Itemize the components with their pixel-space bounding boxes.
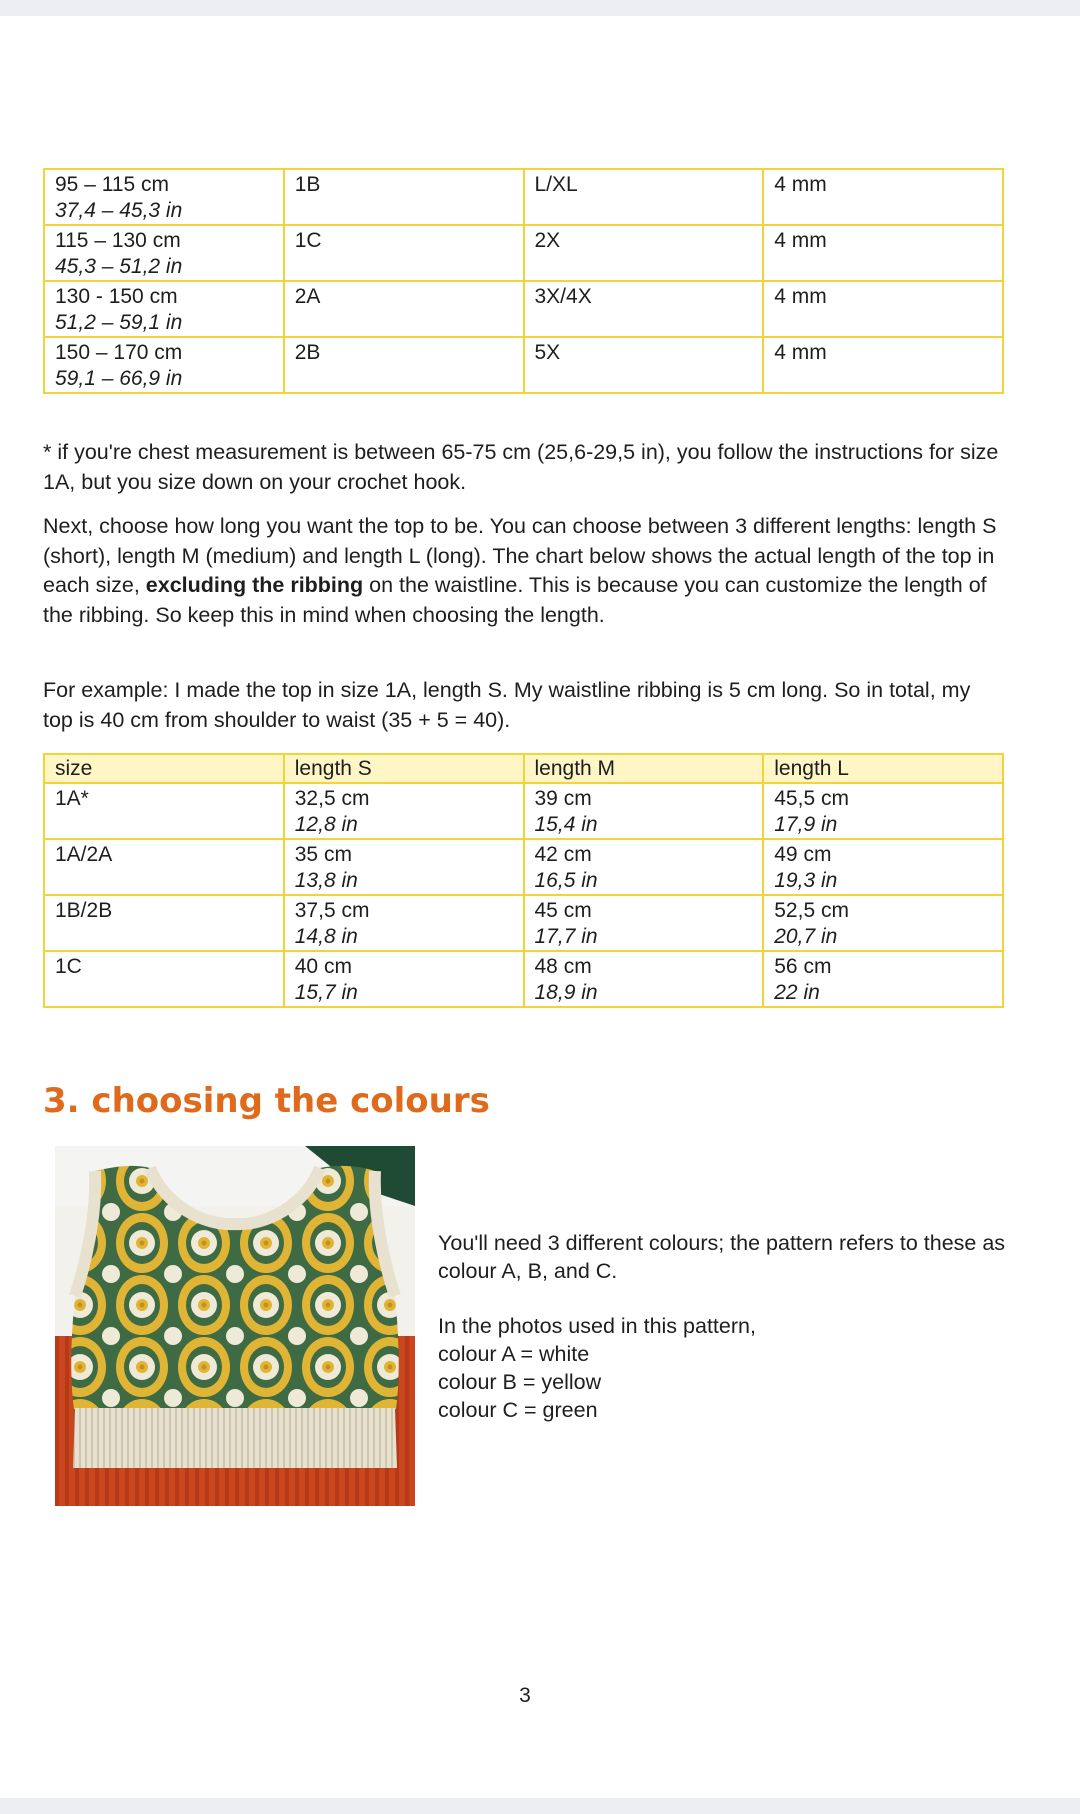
column-header-size: size: [44, 754, 284, 783]
chest-measurement-cell: 150 – 170 cm 59,1 – 66,9 in: [44, 337, 284, 393]
bottom-bar: [0, 1798, 1080, 1814]
size-label-cell: L/XL: [524, 169, 764, 225]
chest-measurement-cell: 95 – 115 cm 37,4 – 45,3 in: [44, 169, 284, 225]
column-header-length-s: length S: [284, 754, 524, 783]
size-label-cell: 2X: [524, 225, 764, 281]
table-row: [44, 951, 1003, 1007]
top-bar: [0, 0, 1080, 16]
size-cell: 1C: [44, 951, 284, 1007]
size-label-cell: 5X: [524, 337, 764, 393]
chest-measurement-cell: 130 - 150 cm 51,2 – 59,1 in: [44, 281, 284, 337]
table-row: [44, 169, 1003, 225]
size-cell: 2A: [284, 281, 524, 337]
vest-illustration: [55, 1146, 415, 1506]
length-intro-paragraph: [43, 512, 1003, 630]
colour-b-line: colour B = yellow: [438, 1370, 602, 1394]
table-row: [44, 225, 1003, 281]
table-row: [44, 337, 1003, 393]
size-label-cell: 3X/4X: [524, 281, 764, 337]
hook-size-cell: 4 mm: [763, 169, 1003, 225]
size-cell: 1C: [284, 225, 524, 281]
colour-c-line: colour C = green: [438, 1398, 598, 1422]
length-m-cell: 48 cm 18,9 in: [524, 951, 764, 1007]
chest-measurement-cell: 115 – 130 cm 45,3 – 51,2 in: [44, 225, 284, 281]
length-s-cell: 35 cm 13,8 in: [284, 839, 524, 895]
table-row: [44, 839, 1003, 895]
table-row: [44, 783, 1003, 839]
page-number: 3: [519, 1684, 531, 1707]
length-s-cell: 37,5 cm 14,8 in: [284, 895, 524, 951]
table-row: [44, 895, 1003, 951]
size-cell: 1A*: [44, 783, 284, 839]
table-row: [44, 281, 1003, 337]
length-m-cell: 42 cm 16,5 in: [524, 839, 764, 895]
length-s-cell: 40 cm 15,7 in: [284, 951, 524, 1007]
crochet-vest-photo: [55, 1146, 415, 1506]
length-intro-text: Next, choose how long you want the top to be. You can choose between 3 different lengths: length S (short), length M (medium) and length L (long). The chart below shows the actual length of the top in each size,: [43, 514, 997, 597]
hook-size-cell: 4 mm: [763, 337, 1003, 393]
section-heading: 3. choosing the colours: [43, 1081, 490, 1121]
spacer: [438, 1285, 1038, 1312]
table-header-row: [44, 754, 1003, 783]
colour-a-line: colour A = white: [438, 1342, 590, 1366]
length-s-cell: 32,5 cm 12,8 in: [284, 783, 524, 839]
column-header-length-l: length L: [763, 754, 1003, 783]
size-down-note: * if you're chest measurement is between 65-75 cm (25,6-29,5 in), you follow the instructions for size 1A, but you size down on your crochet hook.: [43, 440, 999, 494]
length-m-cell: 45 cm 17,7 in: [524, 895, 764, 951]
colours-intro: You'll need 3 different colours; the pattern refers to these as colour A, B, and C.: [438, 1231, 1006, 1283]
example-paragraph: For example: I made the top in size 1A, length S. My waistline ribbing is 5 cm long. So in total, my top is 40 cm from shoulder to waist (35 + 5 = 40).: [43, 678, 971, 732]
size-cell: 2B: [284, 337, 524, 393]
length-l-cell: 52,5 cm 20,7 in: [763, 895, 1003, 951]
length-l-cell: 45,5 cm 17,9 in: [763, 783, 1003, 839]
size-cell: 1B: [284, 169, 524, 225]
size-cell: 1A/2A: [44, 839, 284, 895]
colours-description: [438, 1229, 1038, 1424]
size-cell: 1B/2B: [44, 895, 284, 951]
document-page[interactable]: [0, 16, 1080, 1798]
excluding-ribbing-emphasis: excluding the ribbing: [145, 573, 364, 597]
length-intro-text-end: on the waistline. This is because you can customize the length of the ribbing. So keep this in mind when choosing the length.: [43, 573, 987, 627]
length-l-cell: 49 cm 19,3 in: [763, 839, 1003, 895]
length-m-cell: 39 cm 15,4 in: [524, 783, 764, 839]
hook-size-cell: 4 mm: [763, 281, 1003, 337]
length-l-cell: 56 cm 22 in: [763, 951, 1003, 1007]
length-table: [43, 753, 1004, 1008]
photos-note: In the photos used in this pattern,: [438, 1314, 756, 1338]
hook-size-cell: 4 mm: [763, 225, 1003, 281]
column-header-length-m: length M: [524, 754, 764, 783]
size-table: [43, 168, 1004, 394]
